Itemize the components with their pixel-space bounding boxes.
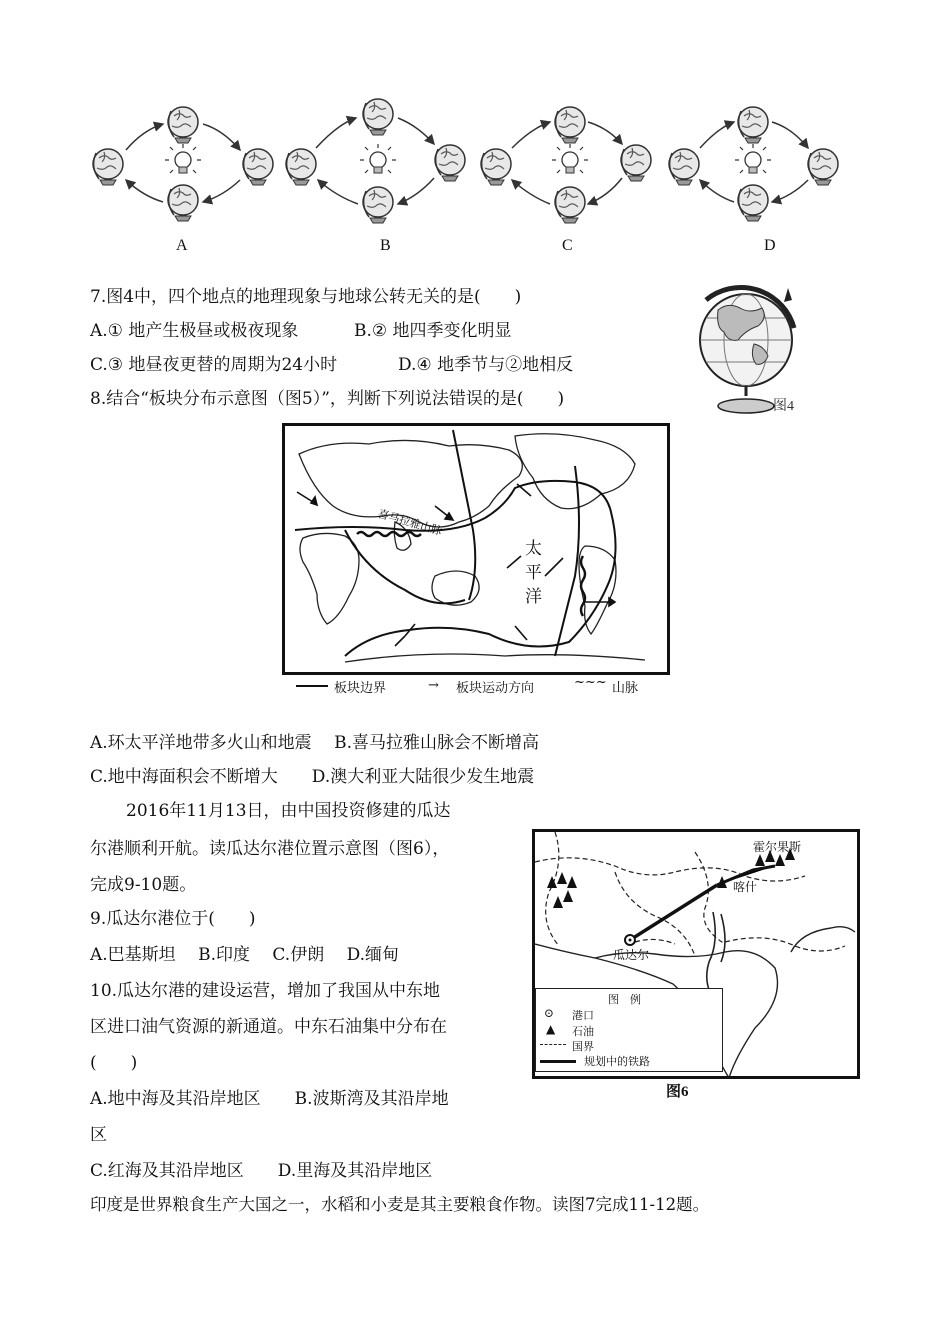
place-horgos: 霍尔果斯 — [753, 840, 802, 854]
intro-9-10-line3: 完成9-10题。 — [90, 875, 197, 895]
option-label-c: C — [562, 237, 573, 254]
map-label-tai: 太 — [525, 539, 542, 559]
place-kashgar: 喀什 — [733, 880, 758, 894]
railway-line-icon — [540, 1060, 576, 1063]
q9-options: A.巴基斯坦 B.印度 C.伊朗 D.缅甸 — [90, 945, 400, 965]
legend-mountain-label: 山脉 — [612, 681, 639, 696]
q10-options-ab-line1: A.地中海及其沿岸地区 B.波斯湾及其沿岸地 — [90, 1089, 449, 1109]
orbit-options-figure — [88, 92, 848, 262]
map-label-ping: 平 — [525, 563, 542, 583]
orbit-diagram-d — [669, 107, 838, 221]
map-label-himalaya: 喜马拉雅山脉 — [376, 507, 444, 538]
figure5-plate-map — [282, 423, 670, 675]
q10-options-cd: C.红海及其沿岸地区 D.里海及其沿岸地区 — [90, 1161, 433, 1181]
legend-port-label: 港口 — [572, 1009, 594, 1022]
q10-options-ab-line2: 区 — [90, 1125, 107, 1145]
place-gwadar: 瓜达尔 — [613, 948, 650, 962]
q7-option-c: C.③ 地昼夜更替的周期为24小时 — [90, 355, 338, 375]
q7-option-b: B.② 地四季变化明显 — [354, 321, 512, 341]
port-icon: ⊙ — [544, 1006, 555, 1020]
q10-stem-line1: 10.瓜达尔港的建设运营，增加了我国从中东地 — [90, 981, 441, 1001]
legend-border-label: 国界 — [572, 1040, 594, 1053]
q8-stem: 8.结合“板块分布示意图（图5）”，判断下列说法错误的是( ) — [90, 389, 565, 409]
q7-option-d: D.④ 地季节与②地相反 — [398, 355, 574, 375]
option-label-a: A — [176, 237, 188, 254]
q8-options-cd: C.地中海面积会不断增大 D.澳大利亚大陆很少发生地震 — [90, 767, 535, 787]
intro-9-10-line1: 2016年11月13日，由中国投资修建的瓜达 — [126, 801, 451, 821]
intro-9-10-line2: 尔港顺利开航。读瓜达尔港位置示意图（图6）， — [90, 839, 450, 859]
orbit-diagram-a — [93, 107, 273, 221]
border-line-icon — [540, 1044, 566, 1045]
oil-icon: ▲ — [546, 1022, 556, 1036]
legend-mountain-icon: ~~~ — [574, 675, 607, 690]
option-label-b: B — [380, 237, 391, 254]
q10-stem-line3: ( ) — [90, 1053, 138, 1073]
legend-direction-label: 板块运动方向 — [456, 681, 535, 696]
q9-stem: 9.瓜达尔港位于( ) — [90, 909, 256, 929]
orbit-diagram-c — [481, 107, 651, 223]
orbit-diagram-b — [286, 99, 465, 223]
legend-arrow-icon: → — [428, 678, 439, 693]
legend-title: 图 例 — [608, 993, 641, 1006]
q7-stem: 7.图4中，四个地点的地理现象与地球公转无关的是( ) — [90, 287, 522, 307]
figure6-legend — [535, 988, 723, 1072]
legend-oil-label: 石油 — [572, 1025, 594, 1038]
figure6-caption: 图6 — [666, 1084, 689, 1100]
map-label-yang: 洋 — [525, 587, 542, 607]
legend-railway-label: 规划中的铁路 — [584, 1055, 650, 1068]
q8-options-ab: A.环太平洋地带多火山和地震 B.喜马拉雅山脉会不断增高 — [90, 733, 539, 753]
figure4-caption: 图4 — [773, 399, 794, 414]
q10-stem-line2: 区进口油气资源的新通道。中东石油集中分布在 — [90, 1017, 447, 1037]
figure6-gwadar-map — [532, 829, 860, 1079]
intro-11-12: 印度是世界粮食生产大国之一，水稻和小麦是其主要粮食作物。读图7完成11-12题。 — [90, 1195, 710, 1214]
figure5-legend — [296, 676, 656, 696]
option-label-d: D — [764, 237, 776, 254]
legend-boundary-line — [296, 685, 328, 687]
q7-option-a: A.① 地产生极昼或极夜现象 — [90, 321, 299, 341]
legend-boundary-label: 板块边界 — [334, 681, 387, 696]
